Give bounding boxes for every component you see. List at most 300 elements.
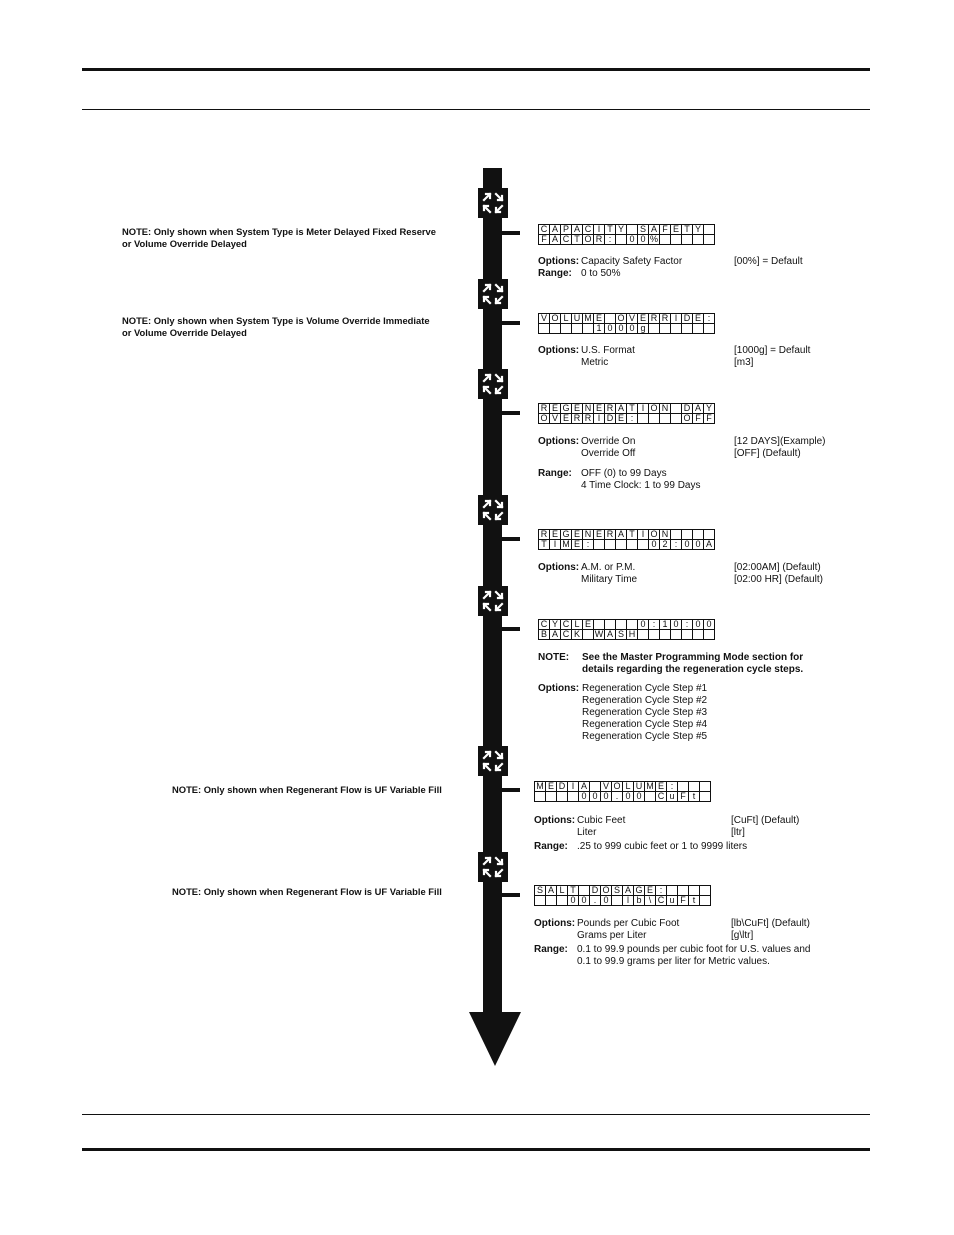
option-default: [1000g] = Default	[734, 345, 811, 356]
lcd-cell: C	[561, 630, 572, 640]
option-value: Regeneration Cycle Step #1	[582, 683, 708, 694]
lcd-cell: C	[561, 235, 572, 245]
lcd-cell	[590, 782, 601, 792]
lcd-display-media-volume	[534, 781, 711, 802]
lcd-row	[535, 792, 711, 802]
cycle-arrows-icon	[478, 279, 508, 309]
lcd-cell: b	[634, 896, 645, 906]
flow-arrowhead	[469, 1010, 521, 1068]
lcd-cell: :	[682, 620, 693, 630]
lcd-cell: F	[660, 225, 671, 235]
lcd-cell: M	[646, 781, 654, 791]
lcd-cell: E	[572, 404, 583, 414]
option-value: A.M. or P.M.	[581, 562, 636, 573]
lcd-cell	[627, 225, 638, 235]
lcd-cell: 0	[605, 324, 616, 334]
lcd-cell: C	[656, 792, 667, 802]
lcd-row	[539, 404, 715, 414]
option-default: [02:00 HR] (Default)	[734, 574, 823, 585]
lcd-cell: .	[590, 896, 601, 906]
lcd-cell: T	[627, 404, 638, 414]
option-default: [lb\CuFt] (Default)	[731, 918, 810, 929]
header-rule-bottom	[82, 109, 870, 110]
lcd-cell	[649, 630, 660, 640]
lcd-cell: A	[704, 540, 715, 550]
lcd-cell: E	[550, 404, 561, 414]
footer-rule-bottom	[82, 1148, 870, 1151]
lcd-cell: g	[638, 324, 649, 334]
lcd-cell: A	[550, 225, 561, 235]
connector-tick	[500, 411, 520, 415]
lcd-cell: 0	[693, 620, 704, 630]
lcd-cell: M	[584, 313, 592, 323]
lcd-cell: C	[539, 620, 550, 630]
lcd-row	[539, 630, 715, 640]
option-default: [00%] = Default	[734, 256, 803, 267]
lcd-cell: M	[536, 781, 544, 791]
lcd-cell: O	[617, 313, 625, 323]
lcd-cell: t	[689, 792, 700, 802]
lcd-cell: u	[667, 896, 678, 906]
lcd-cell: E	[645, 886, 656, 896]
lcd-row	[539, 225, 715, 235]
option-value: U.S. Format	[581, 345, 635, 356]
lcd-cell: C	[539, 225, 550, 235]
option-value: Cubic Feet	[577, 815, 626, 826]
lcd-cell	[671, 414, 682, 424]
lcd-cell: 0	[579, 792, 590, 802]
lcd-cell: 0	[634, 792, 645, 802]
lcd-cell: E	[594, 314, 605, 324]
lcd-cell: :	[605, 235, 616, 245]
lcd-cell	[557, 792, 568, 802]
lcd-cell	[704, 324, 715, 334]
lcd-cell	[689, 782, 700, 792]
lcd-cell: 0	[704, 620, 715, 630]
lcd-cell	[557, 896, 568, 906]
cycle-note-label: NOTE:	[538, 652, 570, 663]
lcd-cell: l	[623, 896, 634, 906]
option-label: Options:	[534, 815, 576, 826]
lcd-display-capacity-safety	[538, 224, 715, 245]
lcd-row	[535, 886, 711, 896]
lcd-cell: F	[678, 896, 689, 906]
lcd-cell: 0	[671, 620, 682, 630]
option-value: Military Time	[581, 574, 638, 585]
lcd-cell	[649, 324, 660, 334]
lcd-row	[539, 620, 715, 630]
lcd-cell: U	[572, 314, 583, 324]
lcd-cell: V	[627, 314, 638, 324]
lcd-cell: R	[572, 414, 583, 424]
lcd-cell	[627, 620, 638, 630]
lcd-cell: R	[539, 530, 550, 540]
lcd-cell: R	[649, 314, 660, 324]
lcd-cell	[704, 630, 715, 640]
lcd-cell: D	[557, 782, 568, 792]
cycle-arrows-icon	[478, 586, 508, 616]
lcd-cell: I	[638, 530, 649, 540]
lcd-cell: V	[550, 414, 561, 424]
connector-tick	[500, 788, 520, 792]
lcd-cell	[693, 530, 704, 540]
lcd-cell: E	[561, 414, 572, 424]
option-default: [12 DAYS](Example)	[734, 436, 826, 447]
option-value: Regeneration Cycle Step #2	[582, 695, 708, 706]
lcd-cell: G	[635, 885, 643, 895]
lcd-cell	[605, 314, 616, 324]
connector-tick	[500, 537, 520, 541]
lcd-cell: E	[656, 782, 667, 792]
lcd-cell: I	[594, 225, 605, 235]
lcd-cell: O	[683, 413, 691, 423]
lcd-cell	[645, 792, 656, 802]
lcd-cell: C	[656, 896, 667, 906]
option-value: 0.1 to 99.9 grams per liter for Metric values.	[577, 956, 770, 967]
lcd-cell: R	[539, 404, 550, 414]
lcd-cell: L	[572, 620, 583, 630]
lcd-cell: 1	[660, 620, 671, 630]
lcd-cell: A	[546, 886, 557, 896]
lcd-cell: S	[612, 886, 623, 896]
lcd-cell	[671, 530, 682, 540]
lcd-cell	[572, 324, 583, 334]
lcd-cell	[605, 620, 616, 630]
lcd-row	[539, 540, 715, 550]
lcd-cell: N	[583, 530, 594, 540]
lcd-cell	[660, 324, 671, 334]
lcd-cell	[616, 235, 627, 245]
lcd-cell: T	[568, 886, 579, 896]
connector-tick	[500, 627, 520, 631]
note-media-volume: NOTE: Only shown when Regenerant Flow is UF Variable Fill	[172, 784, 442, 795]
option-label: Range:	[534, 944, 568, 955]
lcd-cell: :	[583, 540, 594, 550]
footer-rule-top	[82, 1114, 870, 1115]
option-label: Range:	[538, 468, 572, 479]
lcd-cell: Y	[550, 620, 561, 630]
lcd-cell	[649, 414, 660, 424]
lcd-cell: E	[671, 225, 682, 235]
cycle-arrows-icon	[478, 852, 508, 882]
lcd-cell: 0	[649, 540, 660, 550]
lcd-cell	[693, 324, 704, 334]
lcd-cell	[660, 414, 671, 424]
option-label: Options:	[538, 436, 580, 447]
lcd-cell	[700, 792, 711, 802]
lcd-cell: I	[568, 782, 579, 792]
header-rule-top	[82, 68, 870, 71]
lcd-cell	[535, 896, 546, 906]
lcd-cell: 0	[638, 620, 649, 630]
lcd-display-volume-override	[538, 313, 715, 334]
lcd-cell: A	[616, 530, 627, 540]
lcd-row	[539, 314, 715, 324]
lcd-cell: T	[605, 225, 616, 235]
option-label: Options:	[538, 256, 580, 267]
lcd-cell: 0	[616, 324, 627, 334]
lcd-cell: C	[561, 620, 572, 630]
lcd-cell: E	[583, 620, 594, 630]
option-default: [ltr]	[731, 827, 745, 838]
lcd-cell: 0	[693, 540, 704, 550]
lcd-cell: I	[671, 314, 682, 324]
lcd-cell: I	[594, 414, 605, 424]
option-label: Range:	[538, 268, 572, 279]
lcd-cell: V	[601, 782, 612, 792]
lcd-cell	[660, 630, 671, 640]
lcd-cell: Y	[693, 225, 704, 235]
lcd-cell: A	[572, 225, 583, 235]
lcd-cell	[605, 540, 616, 550]
lcd-cell: \	[645, 896, 656, 906]
lcd-cell	[704, 530, 715, 540]
lcd-cell	[550, 324, 561, 334]
lcd-cell: K	[572, 630, 583, 640]
lcd-cell: L	[557, 886, 568, 896]
lcd-cell	[583, 324, 594, 334]
lcd-cell	[678, 886, 689, 896]
lcd-cell: 0	[627, 235, 638, 245]
lcd-cell: O	[613, 781, 621, 791]
option-label: Options:	[538, 345, 580, 356]
lcd-row	[535, 896, 711, 906]
lcd-row	[539, 414, 715, 424]
lcd-cell: A	[550, 235, 561, 245]
lcd-cell	[682, 235, 693, 245]
option-value: Regeneration Cycle Step #5	[582, 731, 708, 742]
lcd-display-regeneration-day	[538, 403, 715, 424]
lcd-cell	[704, 235, 715, 245]
option-label: Options:	[538, 562, 580, 573]
lcd-cell: 0	[568, 896, 579, 906]
lcd-cell: O	[602, 885, 610, 895]
lcd-cell: 0	[623, 792, 634, 802]
lcd-cell	[616, 620, 627, 630]
lcd-display-salt-dosage	[534, 885, 711, 906]
lcd-cell	[671, 324, 682, 334]
lcd-cell: R	[594, 235, 605, 245]
lcd-cell: D	[590, 886, 601, 896]
option-value: Regeneration Cycle Step #4	[582, 719, 708, 730]
option-value: Liter	[577, 827, 597, 838]
option-value: 0 to 50%	[581, 268, 621, 279]
lcd-cell: O	[551, 313, 559, 323]
lcd-cell	[700, 886, 711, 896]
lcd-cell: :	[704, 314, 715, 324]
lcd-cell: 0	[601, 792, 612, 802]
lcd-cell: t	[689, 896, 700, 906]
lcd-cell: R	[605, 530, 616, 540]
lcd-cell: S	[535, 886, 546, 896]
option-value: Capacity Safety Factor	[581, 256, 683, 267]
lcd-cell: 0	[601, 896, 612, 906]
lcd-cell: E	[638, 314, 649, 324]
lcd-cell: :	[667, 782, 678, 792]
lcd-row	[539, 530, 715, 540]
option-value: Metric	[581, 357, 609, 368]
lcd-cell	[671, 235, 682, 245]
lcd-cell: :	[627, 414, 638, 424]
note-salt-dosage: NOTE: Only shown when Regenerant Flow is UF Variable Fill	[172, 886, 442, 897]
lcd-cell: G	[562, 529, 570, 539]
option-default: [OFF] (Default)	[734, 448, 801, 459]
lcd-cell: F	[693, 414, 704, 424]
option-label: Options:	[534, 918, 576, 929]
lcd-cell	[568, 792, 579, 802]
lcd-row	[539, 235, 715, 245]
cycle-note-text: See the Master Programming Mode section for details regarding the regeneration cycle steps.	[582, 652, 804, 675]
option-label: Range:	[534, 841, 568, 852]
lcd-row	[539, 324, 715, 334]
lcd-cell	[704, 225, 715, 235]
option-label: Options:	[538, 683, 580, 694]
option-value: Pounds per Cubic Foot	[577, 918, 680, 929]
lcd-cell: N	[660, 530, 671, 540]
option-default: [m3]	[734, 357, 754, 368]
lcd-cell: A	[623, 886, 634, 896]
lcd-cell: E	[616, 414, 627, 424]
option-value: Override Off	[581, 448, 636, 459]
lcd-cell: F	[539, 235, 550, 245]
lcd-cell: 1	[594, 324, 605, 334]
lcd-cell	[671, 404, 682, 414]
lcd-cell: R	[583, 414, 594, 424]
lcd-cell	[638, 540, 649, 550]
connector-tick	[500, 893, 520, 897]
lcd-cell: R	[660, 314, 671, 324]
lcd-cell: W	[594, 629, 604, 639]
option-value: 4 Time Clock: 1 to 99 Days	[581, 480, 701, 491]
lcd-cell: M	[562, 539, 570, 549]
lcd-row	[535, 782, 711, 792]
lcd-cell: U	[634, 782, 645, 792]
lcd-cell: 0	[579, 896, 590, 906]
lcd-cell: :	[649, 620, 660, 630]
lcd-cell: T	[539, 540, 550, 550]
lcd-cell: .	[612, 792, 623, 802]
lcd-cell: D	[605, 414, 616, 424]
lcd-cell: P	[561, 225, 572, 235]
lcd-cell: F	[678, 792, 689, 802]
lcd-cell: :	[671, 540, 682, 550]
lcd-cell: R	[605, 404, 616, 414]
lcd-cell: :	[656, 886, 667, 896]
lcd-cell: E	[572, 530, 583, 540]
lcd-cell	[693, 235, 704, 245]
lcd-cell: Y	[616, 225, 627, 235]
lcd-cell: N	[583, 404, 594, 414]
lcd-cell: I	[638, 404, 649, 414]
lcd-cell: O	[540, 413, 548, 423]
option-value: .25 to 999 cubic feet or 1 to 9999 liters	[577, 841, 748, 852]
option-value: 0.1 to 99.9 pounds per cubic foot for U.S. values and	[577, 944, 811, 955]
lcd-cell	[660, 235, 671, 245]
lcd-cell	[612, 896, 623, 906]
lcd-cell: T	[682, 225, 693, 235]
lcd-cell: A	[579, 782, 590, 792]
lcd-cell	[693, 630, 704, 640]
lcd-cell	[700, 896, 711, 906]
note-volume-override: NOTE: Only shown when System Type is Volume Override Immediate or Volume Override Delayed	[122, 315, 430, 338]
lcd-cell: 0	[682, 540, 693, 550]
lcd-cell	[682, 324, 693, 334]
lcd-cell	[689, 886, 700, 896]
option-value: Override On	[581, 436, 636, 447]
lcd-display-regeneration-time	[538, 529, 715, 550]
lcd-cell: A	[605, 630, 616, 640]
lcd-cell: V	[539, 314, 550, 324]
cycle-arrows-icon	[478, 369, 508, 399]
lcd-cell	[671, 630, 682, 640]
option-default: [CuFt] (Default)	[731, 815, 800, 826]
lcd-cell: D	[682, 314, 693, 324]
lcd-cell: F	[704, 414, 715, 424]
lcd-cell	[667, 886, 678, 896]
lcd-cell: 0	[590, 792, 601, 802]
lcd-cell	[682, 530, 693, 540]
lcd-cell	[579, 886, 590, 896]
lcd-cell: Y	[704, 404, 715, 414]
lcd-cell: H	[627, 630, 638, 640]
lcd-cell: 0	[638, 235, 649, 245]
lcd-cell	[638, 630, 649, 640]
lcd-cell: E	[550, 530, 561, 540]
lcd-cell	[616, 540, 627, 550]
lcd-cell: B	[539, 630, 550, 640]
lcd-cell: I	[550, 540, 561, 550]
option-value: Regeneration Cycle Step #3	[582, 707, 708, 718]
option-default: [g\ltr]	[731, 930, 754, 941]
lcd-cell: u	[667, 792, 678, 802]
cycle-arrows-icon	[478, 495, 508, 525]
lcd-cell	[678, 782, 689, 792]
lcd-cell: L	[623, 782, 634, 792]
lcd-cell	[627, 540, 638, 550]
lcd-cell: E	[693, 314, 704, 324]
lcd-cell	[700, 782, 711, 792]
lcd-cell: N	[660, 404, 671, 414]
lcd-cell: O	[650, 403, 658, 413]
lcd-cell: L	[561, 314, 572, 324]
option-default: [02:00AM] (Default)	[734, 562, 821, 573]
lcd-cell	[594, 620, 605, 630]
lcd-cell	[546, 896, 557, 906]
lcd-cell	[561, 324, 572, 334]
lcd-cell	[535, 792, 546, 802]
lcd-cell: G	[562, 403, 570, 413]
connector-tick	[500, 231, 520, 235]
lcd-cell: T	[572, 235, 583, 245]
lcd-cell: E	[572, 540, 583, 550]
lcd-cell: S	[616, 630, 627, 640]
lcd-cell: A	[616, 404, 627, 414]
cycle-arrows-icon	[478, 188, 508, 218]
lcd-cell: E	[594, 404, 605, 414]
lcd-cell: E	[546, 782, 557, 792]
lcd-cell	[638, 414, 649, 424]
lcd-cell: E	[594, 530, 605, 540]
lcd-cell: T	[627, 530, 638, 540]
lcd-cell: A	[693, 404, 704, 414]
lcd-cell	[682, 630, 693, 640]
note-capacity-safety: NOTE: Only shown when System Type is Meter Delayed Fixed Reserve or Volume Override Delayed	[122, 226, 436, 249]
option-value: OFF (0) to 99 Days	[581, 468, 667, 479]
lcd-cell	[546, 792, 557, 802]
lcd-cell: C	[583, 225, 594, 235]
lcd-cell: 0	[627, 324, 638, 334]
lcd-cell: 2	[660, 540, 671, 550]
